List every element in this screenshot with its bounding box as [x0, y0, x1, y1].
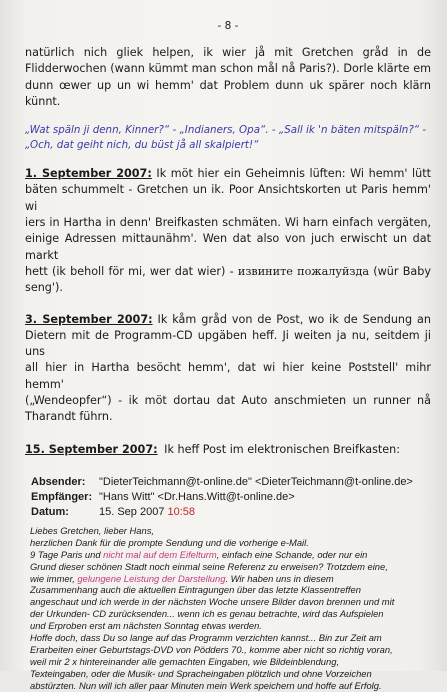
email-line: herzlichen Dank für die prompte Sendung und die vorherige e-Mail.: [30, 536, 309, 548]
entry-date: 1. September 2007:: [25, 167, 152, 181]
to-label: Empfänger:: [31, 490, 93, 503]
to-value: "Hans Witt" <Dr.Hans.Witt@t-online.de>: [99, 490, 295, 503]
email-body: [25, 525, 431, 692]
email-line: Hoffe doch, dass Du so lange auf das Programm verzichten kannst... Bin zur Zeit am: [30, 632, 382, 644]
email-line: Grund dieser schönen Stadt noch einmal seine Referenz zu erweisen? Trotzdem eine,: [30, 560, 388, 572]
entry-text: all hier in Hartha besöcht hemm', dat wi hier keine Poststell' mihr hemm': [25, 361, 431, 391]
cyrillic-phrase: извините пожалуйзда: [237, 264, 370, 278]
entry-3-september: [25, 312, 431, 426]
date-value: 15. Sep 2007: [99, 505, 165, 518]
dialog-quote: [25, 123, 431, 152]
intro-paragraph: [25, 45, 431, 110]
intro-line: dunn œwer up un wi hemm' dat Problem dunn uk spärer noch klärn künnt.: [25, 78, 431, 108]
email-highlight: nicht mal auf dem Eifelturm: [103, 548, 217, 560]
entry-text: (wür Baby: [373, 264, 431, 278]
email-header: [25, 475, 431, 520]
from-value: "DieterTeichmann@t-online.de" <DieterTeichmann@t-online.de>: [99, 475, 413, 488]
entry-date: 15. September 2007:: [25, 442, 158, 456]
entry-text: („Wendeopfer“) - ik möt dortau dat Auto anschmieten un runner nå: [25, 394, 431, 408]
email-text: wie immer,: [30, 572, 78, 584]
date-label: Datum:: [31, 505, 69, 518]
page-number: - 8 -: [217, 20, 239, 32]
entry-text: einige Adressen mittaunähm'. Wen dat also von juch erwischt un dat markt: [25, 232, 431, 262]
intro-line: Flidderwochen (wann kümmt man schon mål nå Paris?). Dorle klärte em: [25, 62, 431, 76]
entry-date: 3. September 2007:: [25, 312, 153, 326]
dialog-line: „Wat späln ji denn, Kinner?“ - „Indianers, Opa“. - „Sall ik 'n bäten mitspäln?“ -: [25, 124, 427, 137]
email-line: Liebes Gretchen, lieber Hans,: [30, 524, 155, 536]
email-line: und Erproben erst am nächsten Sonntag etwas werden.: [30, 620, 262, 632]
entry-text: Ik möt hier ein Geheimnis lüften: Wi hemm' lütt: [156, 167, 431, 181]
entry-text: seng').: [25, 281, 63, 295]
time-value: 10:58: [167, 505, 196, 518]
email-line: abstürzten. Nun will ich aller paar Minuten mein Werk speichern und hoffe auf Erfolg.: [30, 679, 382, 691]
entry-text: iers in Hartha in denn' Breifkasten schmäten. Wi harn einfach vergäten,: [25, 216, 431, 230]
email-line: Texteingaben, oder die Musik- und Spracheingaben plötzlich und ohne Vorzeichen: [30, 667, 372, 679]
entry-1-september: [25, 166, 431, 296]
entry-text: Tharandt führn.: [25, 410, 113, 424]
email-text: . Wir haben uns in diesem: [225, 572, 334, 584]
intro-line: natürlich nich gliek helpen, ik wier jå mit Gretchen gråd in de: [25, 46, 431, 59]
email-line: weil mir 2 x hintereinander alle gemachten Eingaben, wie Bildeinblendung,: [30, 655, 340, 667]
email-line: Erarbeiten einer Geburtstags-DVD von Pödders 70., komme aber nicht so richtig voran,: [30, 644, 393, 655]
email-line: angeschaut und ich werde in der nächsten Woche unsere Bilder davon brennen und mit: [30, 596, 395, 608]
entry-15-september: [25, 442, 431, 458]
email-highlight: gelungene Leistung der Darstellung: [77, 572, 226, 584]
entry-text: Ik heff Post im elektronischen Breifkasten:: [164, 442, 401, 456]
from-label: Absender:: [31, 475, 86, 488]
email-line: der Urkunden- CD zurücksenden... wenn ich es genau betrachte, wird das Aufspielen: [30, 608, 384, 620]
email-text: , einfach eine Schande, oder nur ein: [216, 548, 368, 560]
entry-text: bäten schummelt - Gretchen un ik. Poor Ansichtskorten ut Paris hemm' wi: [25, 183, 431, 213]
email-text: 9 Tage Paris und: [30, 548, 104, 560]
entry-text: hett (ik beholl för mi, wer dat wier) -: [25, 264, 234, 278]
entry-text: Dietern mit de Programm-CD upgäben heff. Ji weiten ja nu, seitdem ji uns: [25, 328, 431, 359]
entry-text: Ik kåm gråd von de Post, wo ik de Sendung an: [157, 312, 431, 326]
email-line: Zusammenhang auch die aktuellen Eintragungen über das letzte Klassentreffen: [30, 584, 361, 596]
dialog-line: „Och, dat geiht nich, du büst jå all skalpiert!“: [25, 138, 259, 151]
